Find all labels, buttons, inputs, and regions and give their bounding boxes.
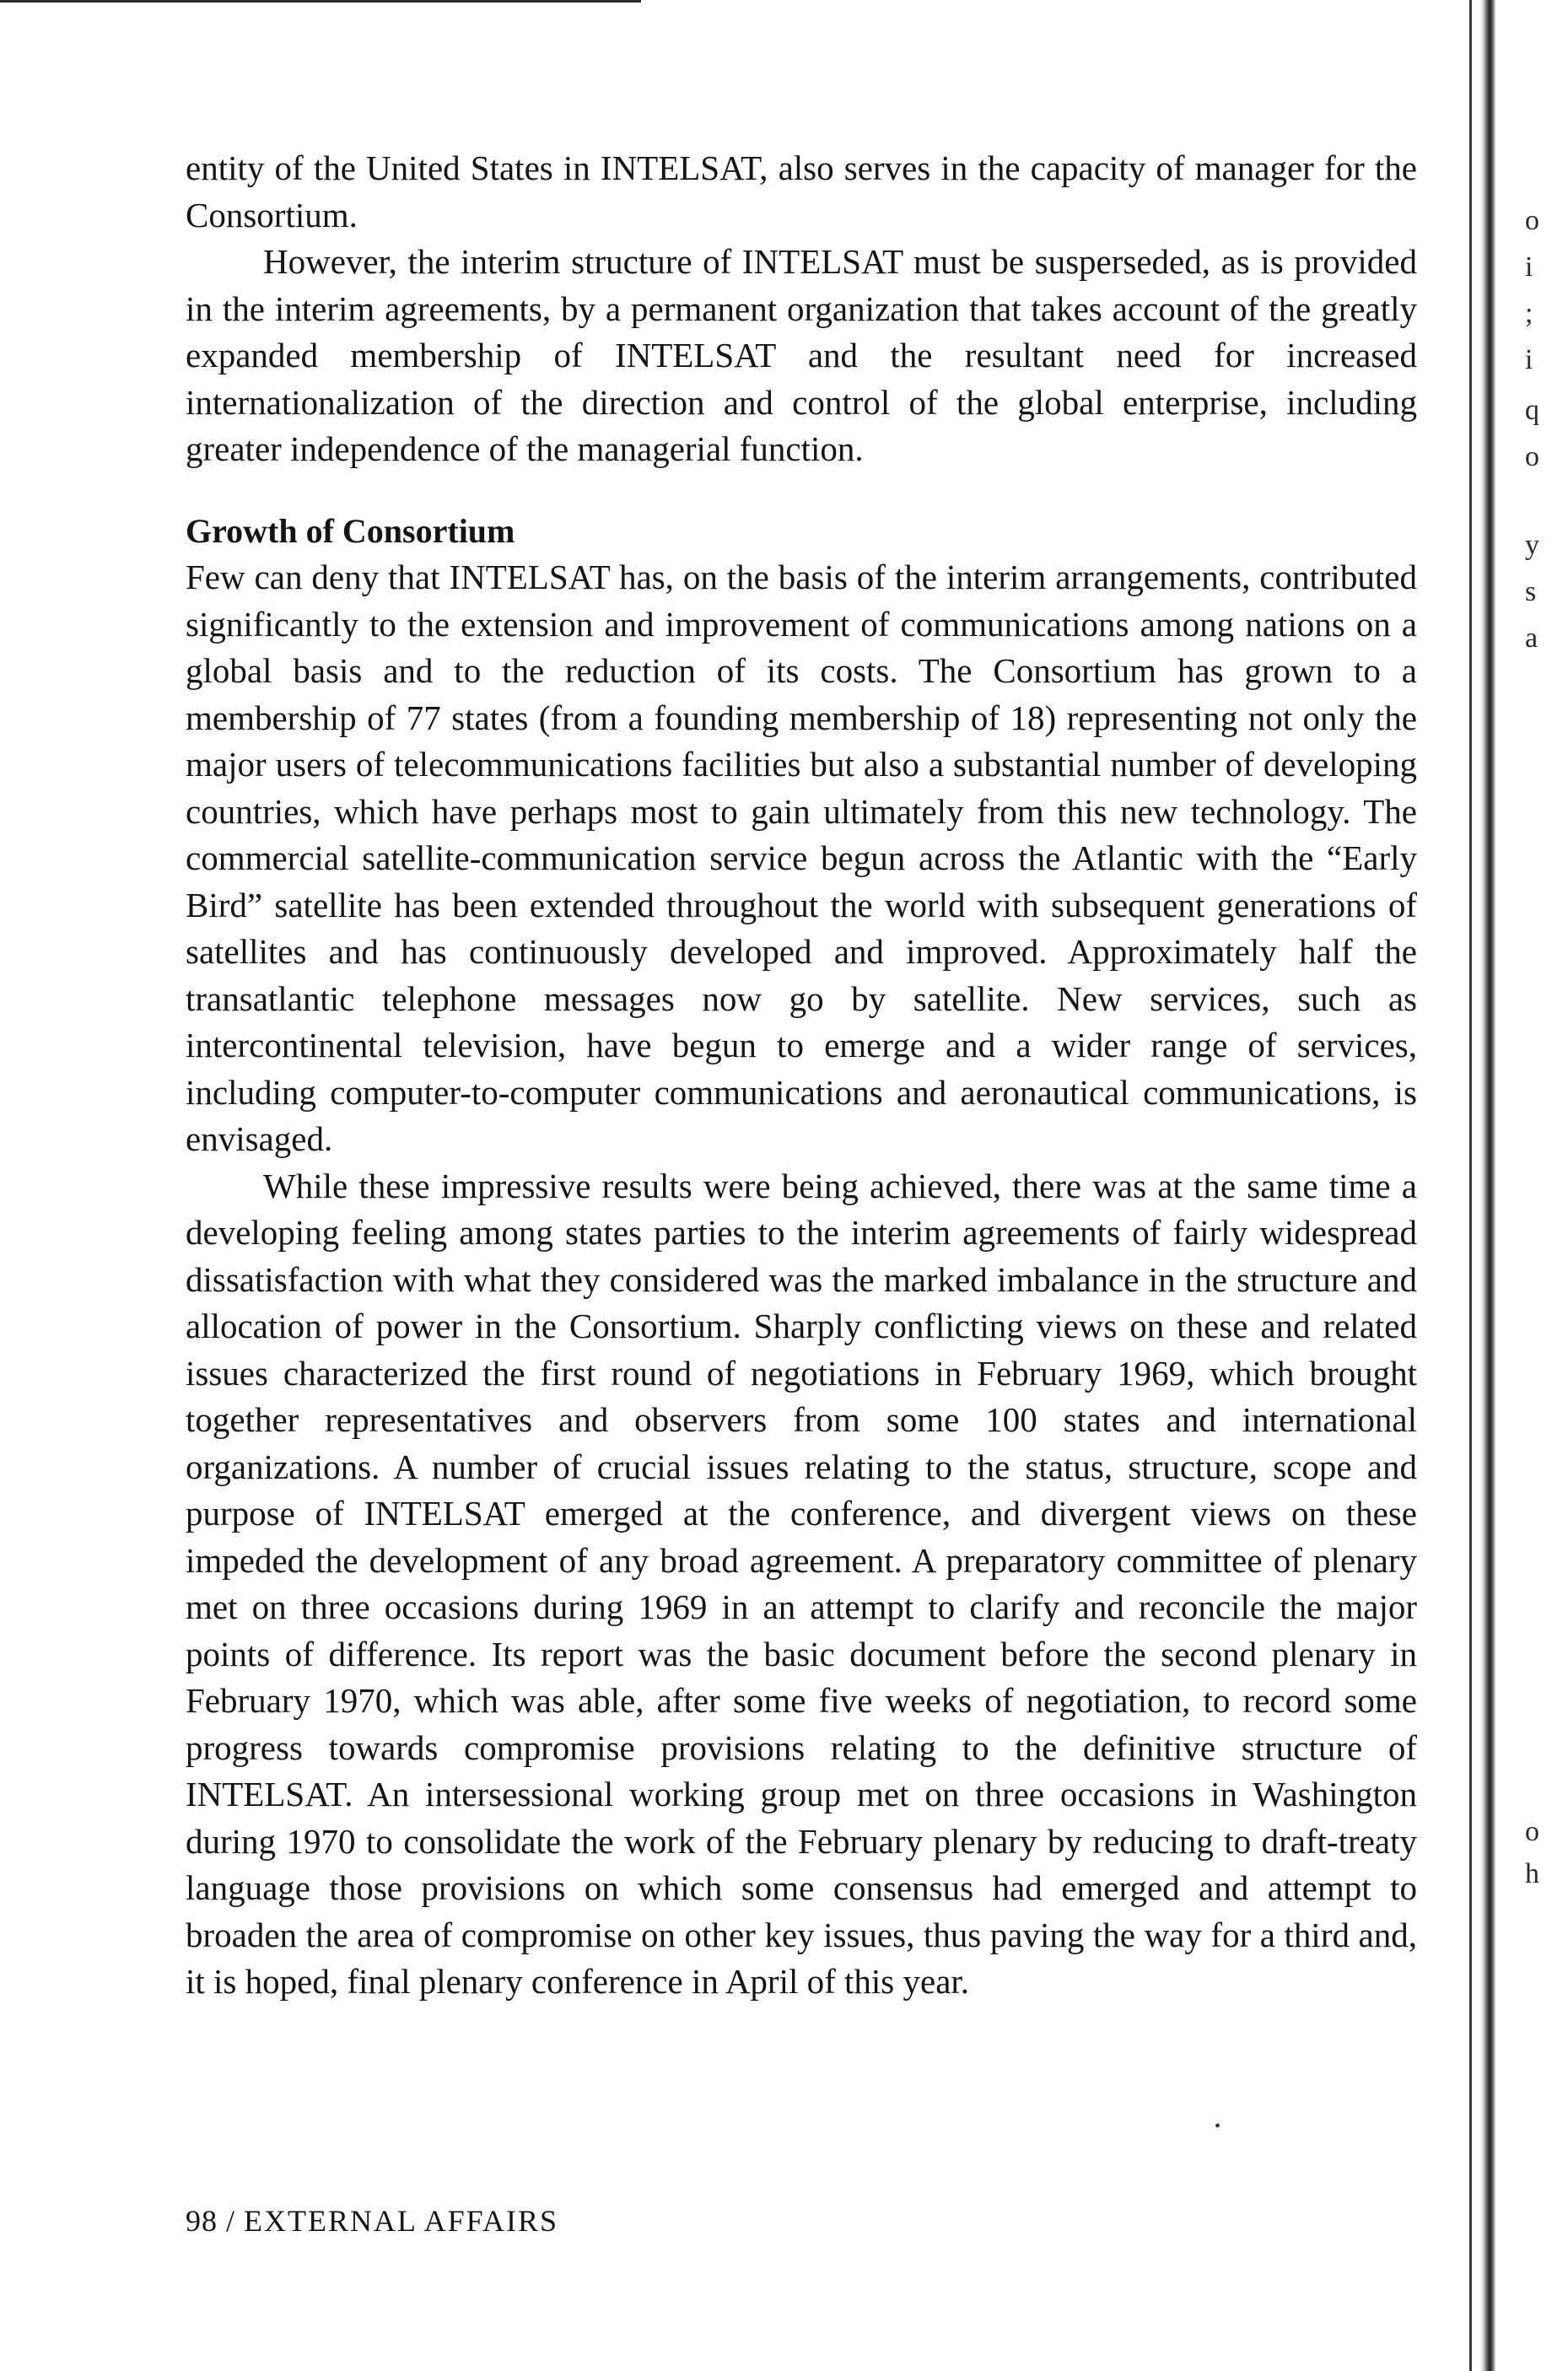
margin-fragment: o — [1525, 441, 1539, 472]
margin-fragment: o — [1525, 1816, 1539, 1847]
paragraph-interim-structure: However, the interim structure of INTELSAT must be susperseded, as is provided in the interim agreements, by a permanent organization that takes account of the greatly expanded membership of INTELSAT and the resultant need for increased internationalization of the direction and control of the global enterprise, including greater independence of the managerial function. — [186, 242, 1417, 468]
paragraph-negotiations: While these impressive results were being achieved, there was at the same time a developing feeling among states parties to the interim agreements of fairly widespread dissatisfaction with what they considered was the marked imbalance in the structure and allocation of power in the Consortium. Sharply conflicting views on these and related issues characterized the first round of negotiations in February 1969, which brought together representatives and observers from some 100 states and international organizations. A number of crucial issues relating to the status, structure, scope and purpose of INTELSAT emerged at the conference, and divergent views on these impeded the development of any broad agreement. A preparatory committee of plenary met on three occasions during 1969 in an attempt to clarify and reconcile the major points of difference. Its report was the basic document before the second plenary in February 1970, which was able, after some five weeks of negotiation, to record some progress towards compromise provisions relating to the definitive structure of INTELSAT. An intersessional working group met on three occasions in Washington during 1970 to consolidate the work of the February plenary by reducing to draft-treaty language those provisions on which some consensus had emerged and attempt to broaden the area of compromise on other key issues, thus paving the way for a third and, it is hoped, final plenary conference in April of this year. — [186, 1166, 1417, 2001]
footer-separator: / — [226, 2204, 236, 2238]
margin-fragment: ; — [1525, 298, 1533, 329]
margin-fragment: s — [1525, 576, 1537, 607]
margin-fragment: a — [1525, 622, 1538, 654]
stray-ink-dot: • — [1215, 2117, 1221, 2136]
margin-fragment: i — [1525, 251, 1533, 283]
page-gutter-line — [1469, 0, 1472, 2371]
page-number: 98 — [186, 2204, 218, 2238]
page-gutter-edge — [1480, 0, 1495, 2371]
margin-fragment: o — [1525, 205, 1539, 236]
margin-fragment: y — [1525, 530, 1539, 561]
margin-fragment: i — [1525, 344, 1533, 375]
margin-fragment: q — [1525, 395, 1539, 426]
section-heading: Growth of Consortium — [186, 511, 515, 550]
margin-fragment: h — [1525, 1858, 1539, 1889]
top-rule — [0, 0, 641, 3]
running-title: EXTERNAL AFFAIRS — [244, 2204, 559, 2238]
paragraph-continuation: entity of the United States in INTELSAT, also serves in the capacity of manager for the Consortium. — [186, 148, 1417, 234]
adjacent-page-fragments — [1518, 0, 1568, 2371]
article-body — [186, 145, 1417, 2006]
page-footer — [186, 2203, 558, 2239]
paragraph-growth: Few can deny that INTELSAT has, on the basis of the interim arrangements, contributed significantly to the extension and improvement of communications among nations on a global basis and to the reduction of its costs. The Consortium has grown to a membership of 77 states (from a founding membership of 18) representing not only the major users of telecommunications facilities but also a substantial number of developing countries, which have perhaps most to gain ultimately from this new technology. The commercial satellite-communication service begun across the Atlantic with the “Early Bird” satellite has been extended throughout the world with subsequent generations of satellites and has continuously developed and improved. Approximately half the transatlantic telephone messages now go by satellite. New services, such as intercontinental television, have begun to emerge and a wider range of services, including computer-to-computer communications and aeronautical communications, is envisaged. — [186, 558, 1417, 1158]
